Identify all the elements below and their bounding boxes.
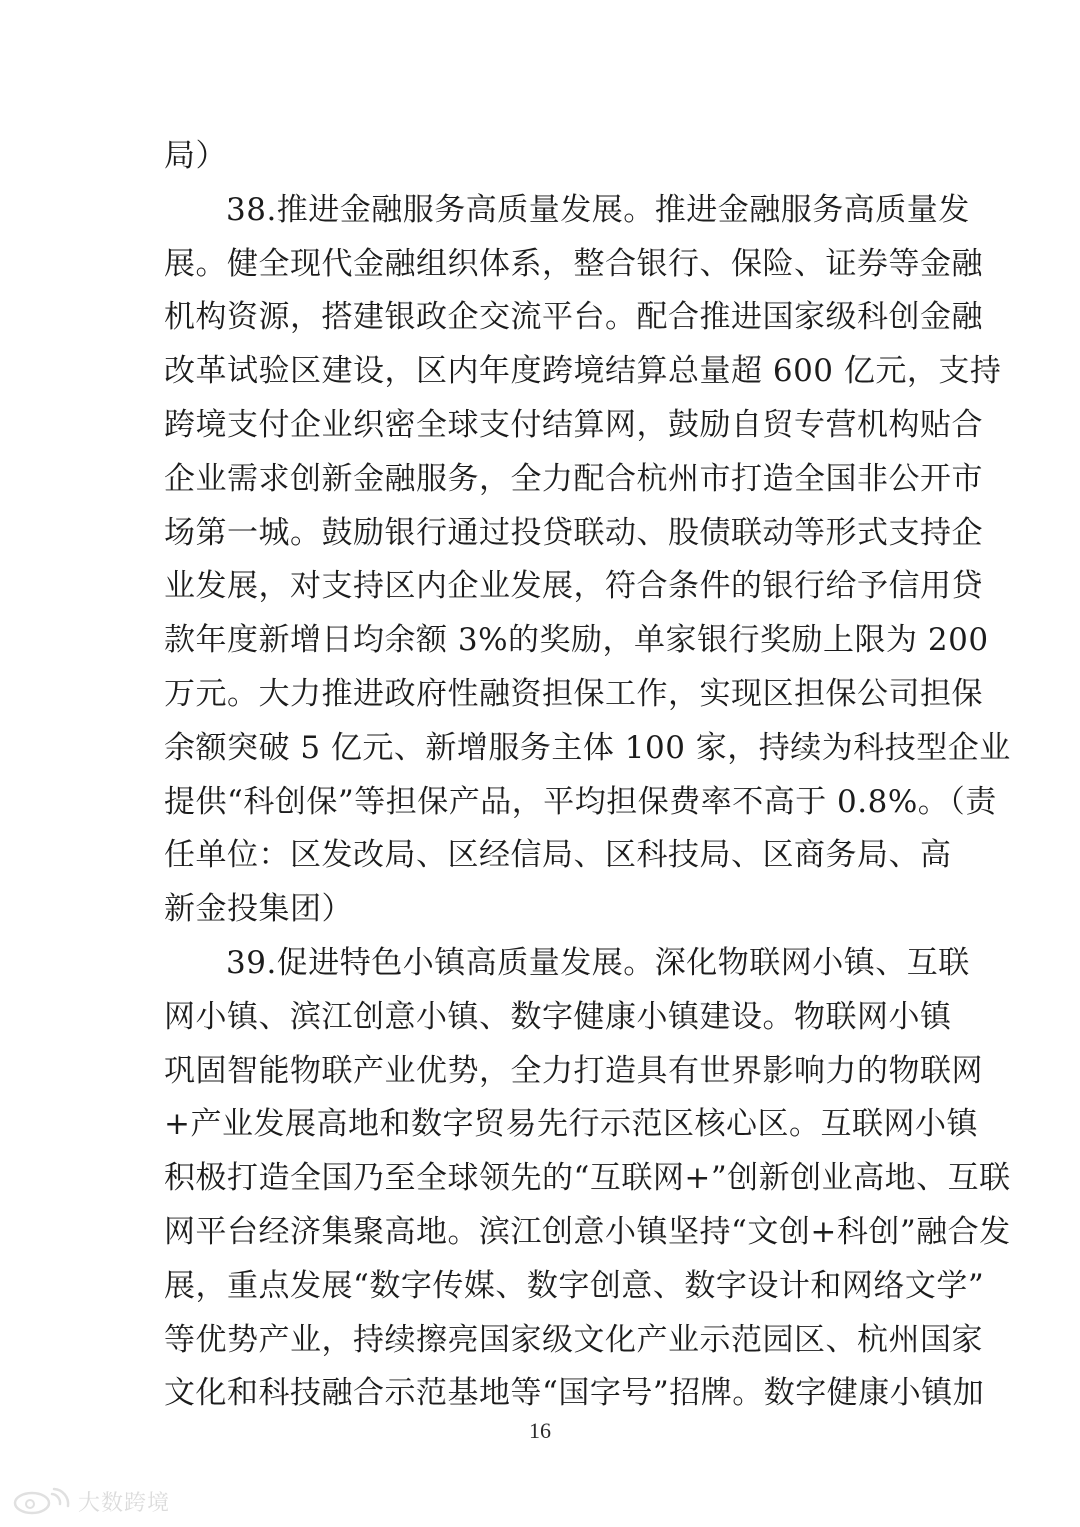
- text-line: 余额突破 5 亿元、新增服务主体 100 家，持续为科技型企业: [164, 729, 1011, 766]
- section-38-heading-line: 38.推进金融服务高质量发展。推进金融服务高质量发: [226, 191, 970, 228]
- text-line: 展，重点发展“数字传媒、数字创意、数字设计和网络文学”: [164, 1267, 985, 1304]
- text-line: 款年度新增日均余额 3%的奖励，单家银行奖励上限为 200: [164, 622, 989, 659]
- section-39-heading-line: 39.促进特色小镇高质量发展。深化物联网小镇、互联: [226, 944, 970, 981]
- page-number: 16: [529, 1418, 551, 1443]
- text-line: 网小镇、滨江创意小镇、数字健康小镇建设。物联网小镇: [164, 998, 952, 1035]
- text-line: 任单位：区发改局、区经信局、区科技局、区商务局、高: [164, 837, 952, 874]
- watermark-text: 大数跨境: [78, 1490, 171, 1516]
- text-line: 改革试验区建设，区内年度跨境结算总量超 600 亿元，支持: [164, 353, 1002, 390]
- body-text: [164, 130, 1011, 1421]
- weibo-logo-icon: [10, 1486, 74, 1516]
- text-line: 局）: [164, 138, 227, 174]
- text-line: 巩固智能物联产业优势，全力打造具有世界影响力的物联网: [164, 1052, 983, 1089]
- text-line: 展。健全现代金融组织体系，整合银行、保险、证券等金融: [164, 245, 983, 282]
- text-line: 万元。大力推进政府性融资担保工作，实现区担保公司担保: [164, 675, 983, 712]
- watermark: [10, 1484, 170, 1518]
- text-line: 机构资源，搭建银政企交流平台。配合推进国家级科创金融: [164, 299, 983, 336]
- text-line: 企业需求创新金融服务，全力配合杭州市打造全国非公开市: [164, 460, 983, 497]
- text-line: 积极打造全国乃至全球领先的“互联网+”创新创业高地、互联: [164, 1160, 1011, 1197]
- text-line: 等优势产业，持续擦亮国家级文化产业示范园区、杭州国家: [164, 1321, 983, 1358]
- text-line: 业发展，对支持区内企业发展，符合条件的银行给予信用贷: [164, 568, 983, 605]
- text-line: 场第一城。鼓励银行通过投贷联动、股债联动等形式支持企: [164, 514, 983, 551]
- text-line: 网平台经济集聚高地。滨江创意小镇坚持“文创+科创”融合发: [164, 1213, 1011, 1250]
- text-line: 新金投集团）: [164, 891, 353, 928]
- text-line: 跨境支付企业织密全球支付结算网，鼓励自贸专营机构贴合: [164, 406, 983, 443]
- text-line: 文化和科技融合示范基地等“国字号”招牌。数字健康小镇加: [164, 1375, 985, 1412]
- text-line: +产业发展高地和数字贸易先行示范区核心区。互联网小镇: [164, 1106, 978, 1143]
- text-line: 提供“科创保”等担保产品，平均担保费率不高于 0.8%。（责: [164, 783, 997, 820]
